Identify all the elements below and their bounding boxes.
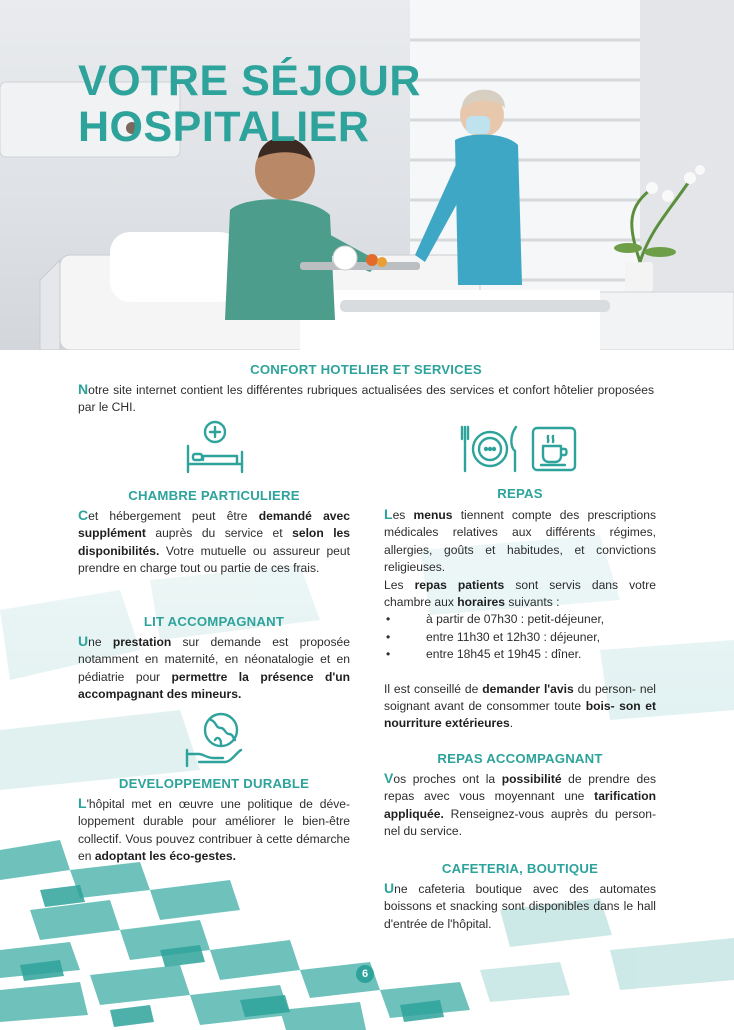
meal-schedule-list <box>384 611 656 663</box>
lit-paragraph: Une prestation sur demande est proposée notamment en maternité, en néonatalogie et en pédiatrie pour permettre la présence d'un accompagnant des mineurs. <box>78 633 351 702</box>
section-title-cafeteria: CAFETERIA, BOUTIQUE <box>441 861 599 876</box>
page-number: 6 <box>356 965 374 983</box>
repas-paragraph: Les menus tiennent compte des prescriptions médicales relatives aux différents régimes, allergies, goûts et habitudes, et convictions religieuses. Les repas patients sont servis dans votre chambre aux horaires suivants : • à partir de 07h30 : petit-déjeuner, • entre 11h30 et 12h30 : déjeuner, • entre 18h45 et 19h45 : dîner. Il est conseillé de demander l'avis du person- nel soignant avant de consommer toute bois- son et nourriture extérieures. <box>384 506 656 733</box>
section-title-repas: REPAS <box>497 486 543 501</box>
chambre-paragraph: Cet hébergement peut être demandé avec supplément auprès du service et selon les disponibilités. Votre mutuelle ou assureur peut prendre en charge tout ou partie de ces frais. <box>78 507 351 576</box>
repas-accompagnant-paragraph: Vos proches ont la possibilité de prendre des repas avec vous moyennant une tarification appliquée. Renseignez-vous auprès du person- nel du service. <box>384 770 657 839</box>
page-title-line-2: HOSPITALIER <box>78 103 370 151</box>
section-title-chambre: CHAMBRE PARTICULIERE <box>128 488 300 503</box>
list-item: • à partir de 07h30 : petit-déjeuner, <box>384 611 656 628</box>
list-item: • entre 18h45 et 19h45 : dîner. <box>384 646 656 663</box>
developpement-paragraph: L'hôpital met en œuvre une politique de déve- loppement durable pour améliorer le bien-être collectif. Vous pouvez contribuer à cette démarche en adoptant les éco-gestes. <box>78 795 350 864</box>
list-item: • entre 11h30 et 12h30 : déjeuner, <box>384 629 656 646</box>
section-title-confort: CONFORT HOTELIER ET SERVICES <box>250 362 482 377</box>
section-title-lit: LIT ACCOMPAGNANT <box>143 614 285 629</box>
confort-paragraph: Notre site internet contient les différentes rubriques actualisées des services et confort hôtelier proposées par le CHI. <box>78 381 654 415</box>
drop-cap: N <box>78 381 89 397</box>
cafeteria-paragraph: Une cafeteria boutique avec des automates boissons et snacking sont disponibles dans le hall d'entrée de l'hôpital. <box>384 880 656 931</box>
page-title-line-1: VOTRE SÉJOUR <box>78 57 421 105</box>
section-title-developpement: DEVELOPPEMENT DURABLE <box>118 776 310 791</box>
section-title-repas-accompagnant: REPAS ACCOMPAGNANT <box>437 751 603 766</box>
